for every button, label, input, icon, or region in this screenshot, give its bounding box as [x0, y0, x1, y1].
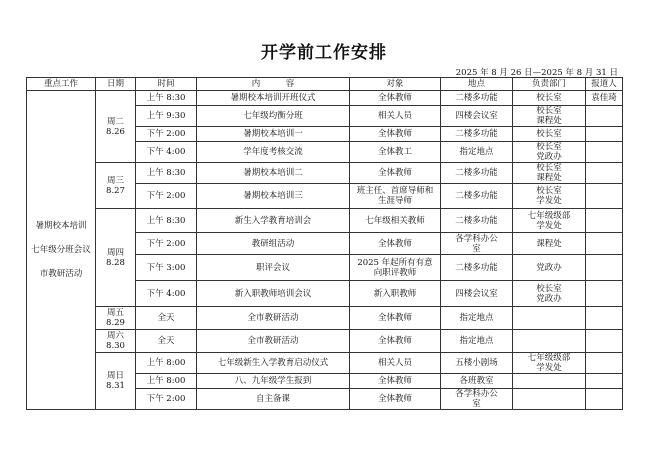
location-cell: 二楼多功能 — [441, 255, 513, 281]
day-date: 8.31 — [106, 381, 125, 391]
time-cell: 上午 8:00 — [136, 374, 197, 389]
content-cell: 全市教研活动 — [197, 330, 350, 353]
dept-cell: 校长室 — [513, 91, 586, 106]
audience-cell: 相关人员 — [350, 106, 441, 127]
audience-cell: 新入职教师 — [350, 281, 441, 307]
content-cell: 新入职教师培训会议 — [197, 281, 350, 307]
dept-cell — [513, 389, 586, 410]
document-title: 开学前工作安排 — [261, 43, 387, 63]
location-cell: 四楼会议室 — [441, 281, 513, 307]
time-cell: 上午 8:30 — [136, 209, 197, 233]
reporter-cell — [586, 330, 623, 353]
location-cell: 各班教室 — [441, 374, 513, 389]
dept-cell: 校长室 课程处 — [513, 163, 586, 184]
time-cell: 下午 4:00 — [136, 142, 197, 163]
dept-cell: 校长室 党政办 — [513, 281, 586, 307]
table-row — [27, 163, 623, 184]
location-cell: 四楼会议室 — [441, 106, 513, 127]
day-weekday: 周五 — [106, 308, 124, 318]
dept-cell — [513, 307, 586, 330]
audience-cell: 班主任、首席导师和 生涯导师 — [350, 184, 441, 209]
reporter-cell — [586, 233, 623, 255]
dept-cell: 校长室 课程处 — [513, 106, 586, 127]
day-cell — [96, 353, 136, 410]
location-cell: 二楼多功能 — [441, 91, 513, 106]
time-cell: 全天 — [136, 330, 197, 353]
time-cell: 下午 2:00 — [136, 184, 197, 209]
content-cell: 暑期校本培训一 — [197, 127, 350, 142]
day-weekday: 周六 — [106, 331, 124, 341]
reporter-cell — [586, 127, 623, 142]
day-date: 8.27 — [106, 185, 125, 196]
audience-cell: 全体教师 — [350, 91, 441, 106]
table-row — [27, 307, 623, 330]
audience-cell: 全体教师 — [350, 374, 441, 389]
reporter-cell — [586, 281, 623, 307]
schedule-table — [26, 77, 623, 410]
time-cell: 上午 8:30 — [136, 91, 197, 106]
reporter-cell — [586, 353, 623, 374]
reporter-cell — [586, 389, 623, 410]
time-cell: 下午 2:00 — [136, 127, 197, 142]
reporter-cell — [586, 374, 623, 389]
day-weekday: 周日 — [106, 371, 124, 381]
time-cell: 下午 4:00 — [136, 281, 197, 307]
location-cell: 各学科办公 室 — [441, 389, 513, 410]
day-date: 8.28 — [106, 257, 125, 268]
dept-cell — [513, 330, 586, 353]
day-date: 8.29 — [106, 318, 125, 328]
audience-cell: 全体教工 — [350, 142, 441, 163]
audience-cell: 全体教师 — [350, 389, 441, 410]
audience-cell: 全体教师 — [350, 307, 441, 330]
header-row — [27, 78, 623, 91]
dept-cell: 党政办 — [513, 255, 586, 281]
dept-cell — [513, 374, 586, 389]
focus-work-item: 暑期校本培训 — [35, 221, 87, 231]
focus-work-cell — [27, 91, 96, 410]
reporter-cell — [586, 142, 623, 163]
dept-cell: 校长室 学发处 — [513, 184, 586, 209]
location-cell: 二楼多功能 — [441, 184, 513, 209]
table-row — [27, 330, 623, 353]
reporter-cell — [586, 255, 623, 281]
reporter-cell: 袁佳琦 — [586, 91, 623, 106]
day-cell — [96, 163, 136, 209]
content-cell: 教研组活动 — [197, 233, 350, 255]
audience-cell: 2025 年起所有有意 向职评教师 — [350, 255, 441, 281]
header-date: 日期 — [96, 78, 136, 91]
content-cell: 暑期校本培训三 — [197, 184, 350, 209]
header-audience: 对象 — [350, 78, 441, 91]
date-range: 2025 年 8 月 26 日—2025 年 8 月 31 日 — [455, 68, 618, 78]
day-cell — [96, 307, 136, 330]
time-cell: 下午 3:00 — [136, 255, 197, 281]
reporter-cell — [586, 307, 623, 330]
content-cell: 学年度考核交流 — [197, 142, 350, 163]
location-cell: 指定地点 — [441, 330, 513, 353]
table-row — [27, 91, 623, 106]
location-cell: 各学科办公 室 — [441, 233, 513, 255]
reporter-cell — [586, 106, 623, 127]
day-cell — [96, 330, 136, 353]
day-cell — [96, 209, 136, 307]
content-cell: 八、九年级学生报到 — [197, 374, 350, 389]
time-cell: 上午 8:30 — [136, 163, 197, 184]
content-cell: 七年级新生入学教育启动仪式 — [197, 353, 350, 374]
location-cell: 二楼多功能 — [441, 127, 513, 142]
header-dept: 负责部门 — [513, 78, 586, 91]
header-content: 内 容 — [197, 78, 350, 91]
dept-cell: 七年级级部 学发处 — [513, 209, 586, 233]
content-cell: 七年级均衡分班 — [197, 106, 350, 127]
reporter-cell — [586, 209, 623, 233]
location-cell: 指定地点 — [441, 142, 513, 163]
dept-cell: 校长室 党政办 — [513, 142, 586, 163]
dept-cell: 校长室 — [513, 127, 586, 142]
audience-cell: 全体教师 — [350, 330, 441, 353]
content-cell: 全市教研活动 — [197, 307, 350, 330]
audience-cell: 全体教师 — [350, 163, 441, 184]
header-focus: 重点工作 — [27, 78, 96, 91]
location-cell: 二楼多功能 — [441, 163, 513, 184]
dept-cell: 七年级级部 学发处 — [513, 353, 586, 374]
content-cell: 暑期校本培训二 — [197, 163, 350, 184]
reporter-cell — [586, 184, 623, 209]
day-date: 8.30 — [106, 341, 125, 351]
header-location: 地点 — [441, 78, 513, 91]
time-cell: 上午 9:30 — [136, 106, 197, 127]
location-cell: 五楼小剧场 — [441, 353, 513, 374]
focus-work-item: 七年级分班会议 — [31, 245, 91, 255]
time-cell: 下午 2:00 — [136, 389, 197, 410]
header-time: 时间 — [136, 78, 197, 91]
day-date: 8.26 — [106, 126, 125, 137]
content-cell: 新生入学教育培训会 — [197, 209, 350, 233]
dept-cell: 课程处 — [513, 233, 586, 255]
location-cell: 指定地点 — [441, 307, 513, 330]
table-row — [27, 209, 623, 233]
day-weekday: 周三 — [106, 175, 124, 186]
reporter-cell — [586, 163, 623, 184]
time-cell: 上午 8:00 — [136, 353, 197, 374]
focus-work-item: 市教研活动 — [39, 269, 83, 279]
content-cell: 自主备课 — [197, 389, 350, 410]
day-weekday: 周四 — [106, 247, 124, 258]
audience-cell: 全体教师 — [350, 127, 441, 142]
content-cell: 职评会议 — [197, 255, 350, 281]
audience-cell: 全体教师 — [350, 233, 441, 255]
day-weekday: 周二 — [106, 116, 124, 127]
location-cell: 二楼多功能 — [441, 209, 513, 233]
time-cell: 下午 2:00 — [136, 233, 197, 255]
table-row — [27, 353, 623, 374]
header-reporter: 报道人 — [586, 78, 623, 91]
schedule-body — [27, 91, 623, 410]
content-cell: 暑期校本培训开班仪式 — [197, 91, 350, 106]
time-cell: 全天 — [136, 307, 197, 330]
day-cell — [96, 91, 136, 163]
audience-cell: 相关人员 — [350, 353, 441, 374]
audience-cell: 七年级相关教师 — [350, 209, 441, 233]
